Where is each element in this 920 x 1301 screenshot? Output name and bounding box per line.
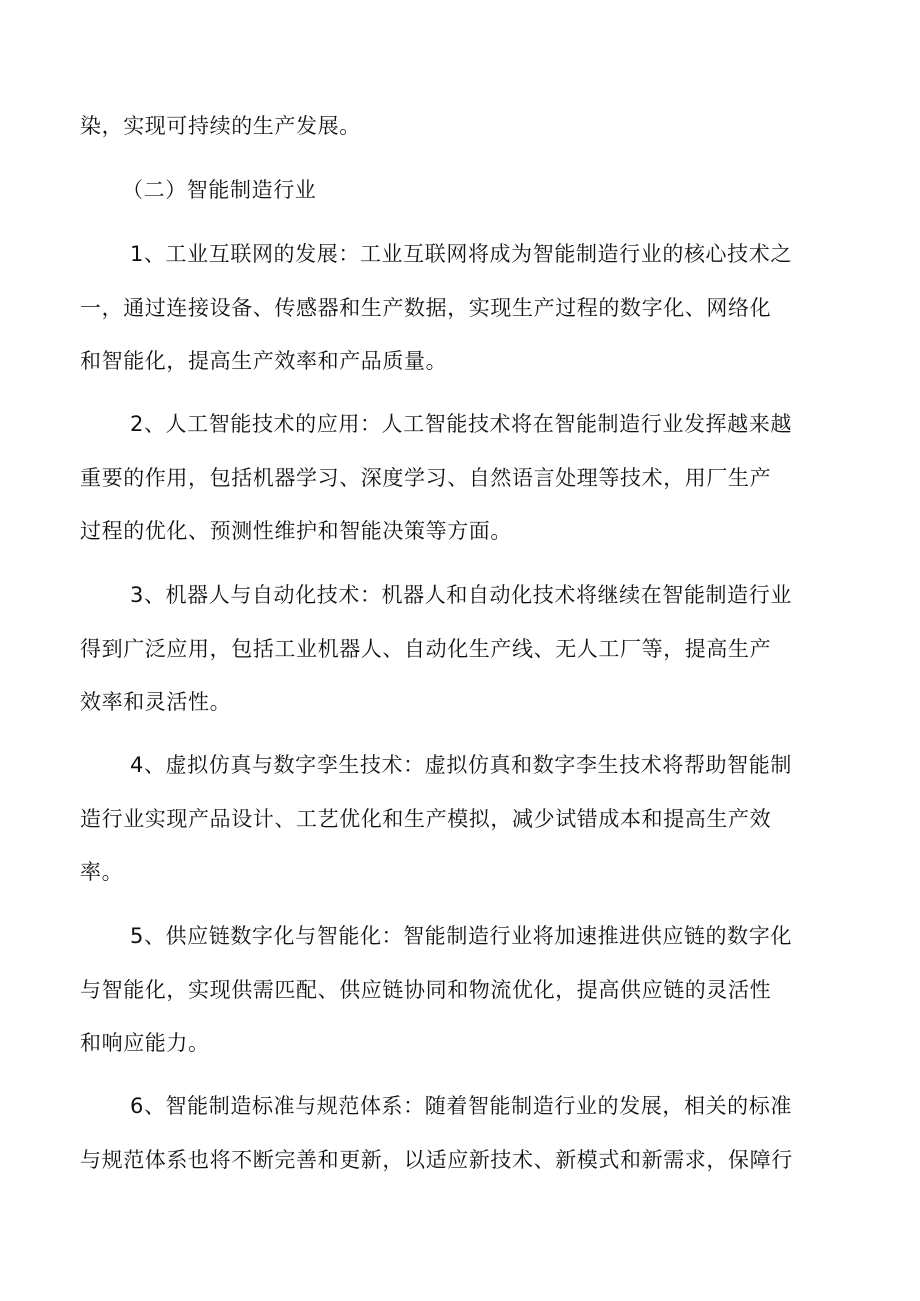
- item-4-line-1: 4、虚拟仿真与数字孪生技术：虚拟仿真和数字李生技术将帮助智能制: [130, 753, 792, 777]
- item-2-line-2: 重要的作用，包括机器学习、深度学习、自然语言处理等技术，用厂生产: [80, 466, 772, 490]
- item-6-line-2: 与规范体系也将不断完善和更新，以适应新技术、新模式和新需求，保障行: [80, 1148, 793, 1172]
- item-1-line-1: 1、工业互联网的发展：工业互联网将成为智能制造行业的核心技术之: [130, 242, 792, 266]
- item-1-line-2: 一，通过连接设备、传感器和生产数据，实现生产过程的数字化、网络化: [80, 296, 772, 320]
- item-4-line-2: 造行业实现产品设计、工艺优化和生产模拟，减少试错成本和提高生产效: [80, 807, 772, 831]
- item-5-line-1: 5、供应链数字化与智能化：智能制造行业将加速推进供应链的数字化: [130, 924, 792, 948]
- item-5-line-3: 和响应能力。: [80, 1031, 210, 1055]
- item-6-line-1: 6、智能制造标准与规范体系：随着智能制造行业的发展，相关的标准: [130, 1094, 792, 1118]
- paragraph-continuation-line: 染，实现可持续的生产发展。: [80, 114, 361, 138]
- item-3-line-1: 3、机器人与自动化技术：机器人和自动化技术将继续在智能制造行业: [130, 583, 792, 607]
- item-2-line-3: 过程的优化、预测性维护和智能决策等方面。: [80, 519, 512, 543]
- item-3-line-2: 得到广泛应用，包括工业机器人、自动化生产线、无人工厂等，提高生产: [80, 637, 772, 661]
- item-1-line-3: 和智能化，提高生产效率和产品质量。: [80, 349, 448, 373]
- item-4-line-3: 率。: [80, 860, 124, 884]
- section-heading: （二）智能制造行业: [122, 178, 317, 202]
- item-5-line-2: 与智能化，实现供需匹配、供应链协同和物流优化，提高供应链的灵活性: [80, 978, 772, 1002]
- item-2-line-1: 2、人工智能技术的应用：人工智能技术将在智能制造行业发挥越来越: [130, 412, 792, 436]
- item-3-line-3: 效率和灵活性。: [80, 690, 232, 714]
